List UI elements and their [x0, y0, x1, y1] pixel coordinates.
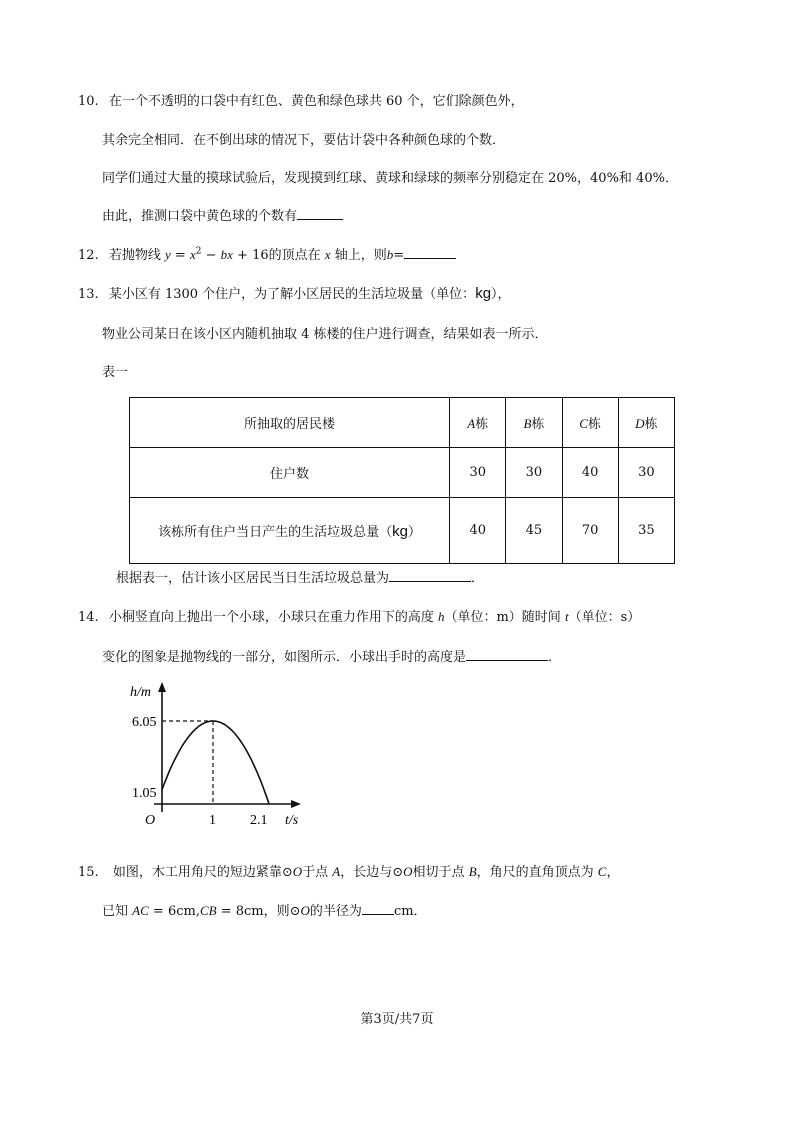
q15-text-1c: ，长边与⊙: [340, 865, 404, 880]
q14-h: h: [437, 609, 445, 624]
q15-text-2d: cm．: [393, 904, 427, 919]
header-cell-label: 所抽取的居民楼: [130, 398, 450, 448]
q13-answer-blank[interactable]: [389, 570, 471, 582]
q13-text-3: 根据表一，估计该小区居民当日生活垃圾总量为: [116, 571, 390, 586]
q14-line1: [78, 606, 640, 625]
q12-formula: $y = x^2$ − bx + 16: [164, 246, 269, 263]
q13-line3: [116, 567, 484, 586]
cell: 30: [450, 448, 506, 498]
q12-eq: =: [393, 248, 405, 263]
q10-line1: [78, 90, 524, 109]
cell: 40: [562, 448, 618, 498]
y-axis-arrow-icon: [158, 682, 166, 692]
q13-text-3-end: ．: [471, 571, 485, 586]
header-cell-c: C栋: [562, 398, 618, 448]
q15-circle-o: O: [403, 864, 413, 879]
table-row: [130, 498, 675, 564]
q15-point-a: A: [332, 864, 341, 879]
q15-answer-blank[interactable]: [362, 903, 394, 915]
q13-table-caption: 表一: [102, 365, 129, 380]
header-cell-a: A栋: [450, 398, 506, 448]
cell: 30: [506, 448, 562, 498]
table-row: [130, 448, 675, 498]
row-label-garbage: 该栋所有住户当日产生的生活垃圾总量（kg）: [130, 498, 450, 564]
q12-text-pre: 若抛物线: [108, 248, 161, 263]
q12-text-mid: 的顶点在: [268, 248, 321, 263]
q13-number: 13.: [78, 287, 99, 302]
q15-text-1e: ，角尺的直角顶点为: [476, 865, 594, 880]
y-tick-label: 1.05: [132, 786, 157, 801]
q15-given-formula: AC = 6cm,CB = 8cm: [132, 903, 264, 919]
q14-text-2-end: ．: [548, 650, 562, 665]
garbage-table: [129, 397, 675, 564]
q15-text-1f: ，: [606, 865, 620, 880]
q14-t: t: [564, 609, 569, 624]
q15-circle-o: O: [292, 864, 303, 879]
q10-text-2: 其余完全相同．在不倒出球的情况下，要估计袋中各种颜色球的个数．: [102, 133, 506, 148]
y-tick-label: 6.05: [132, 715, 157, 730]
q14-line2: [102, 646, 561, 665]
q15-text-2a: 已知: [102, 904, 129, 919]
cell: 40: [450, 498, 506, 564]
q10-answer-blank[interactable]: [297, 208, 343, 220]
origin-label: O: [145, 813, 156, 828]
x-axis-label: t/s: [285, 813, 299, 828]
q13-line1: [78, 283, 511, 302]
q14-text-2: 变化的图象是抛物线的一部分，如图所示．小球出手时的高度是: [102, 650, 467, 665]
header-cell-b: B栋: [506, 398, 562, 448]
q10-text-3: 同学们通过大量的摸球试验后，发现摸到红球、黄球和绿球的频率分别稳定在 20%，40%和 40%．: [102, 171, 678, 186]
q10-line4: [102, 205, 343, 224]
row-label-households: 住户数: [130, 448, 450, 498]
q13-unit: kg: [475, 285, 492, 302]
x-tick-label: 1: [209, 813, 216, 828]
q13-text-2: 物业公司某日在该小区内随机抽取 4 栋楼的住户进行调查，结果如表一所示．: [102, 327, 548, 342]
x-axis-arrow-icon: [291, 800, 301, 808]
q15-line2: [102, 900, 427, 919]
cell: 45: [506, 498, 562, 564]
q10-number: 10.: [78, 94, 99, 109]
q15-text-1b: 于点: [302, 865, 329, 880]
q14-text-1a: 小桐竖直向上抛出一个小球，小球只在重力作用下的高度: [108, 610, 434, 625]
cell: 30: [618, 448, 674, 498]
height-time-graph: [124, 680, 314, 830]
q12-number: 12.: [78, 248, 99, 263]
y-axis-label: h/m: [130, 685, 151, 700]
q13-text-1-end: ），: [491, 287, 511, 302]
q12-answer-blank[interactable]: [404, 247, 456, 259]
header-cell-d: D栋: [618, 398, 674, 448]
q15-text-2b: ，则⊙: [263, 904, 301, 919]
q10-text-1: 在一个不透明的口袋中有红色、黄色和绿色球共 60 个，它们除颜色外，: [108, 94, 524, 109]
q15-text-1a: 如图，木工用角尺的短边紧靠⊙: [112, 865, 293, 880]
q12-line: [78, 244, 456, 263]
q15-point-c: C: [597, 864, 607, 879]
cell: 35: [618, 498, 674, 564]
x-tick-label: 2.1: [250, 813, 268, 828]
q14-text-1b: （单位：m）随时间: [444, 610, 561, 625]
q15-number: 15.: [78, 865, 99, 880]
q13-text-1: 某小区有 1300 个住户，为了解小区居民的生活垃圾量（单位：: [108, 287, 476, 302]
q12-text-axis: 轴上，则: [334, 248, 387, 263]
q15-circle-o: O: [300, 903, 310, 918]
q15-line1: [78, 861, 619, 880]
page-number: 第3页/共7页: [360, 1012, 434, 1027]
table-header-row: [130, 398, 675, 448]
q14-answer-blank[interactable]: [466, 649, 548, 661]
q14-number: 14.: [78, 610, 99, 625]
q14-text-1c: （单位：s）: [568, 610, 641, 625]
q10-text-4: 由此，推测口袋中黄色球的个数有: [102, 209, 298, 224]
q15-text-1d: 相切于点: [412, 865, 465, 880]
q12-ask-var: b: [386, 247, 394, 262]
q15-point-b: B: [468, 864, 477, 879]
q15-text-2c: 的半径为: [309, 904, 362, 919]
parabola-curve: [162, 721, 269, 804]
q12-axis-var: x: [324, 247, 331, 262]
cell: 70: [562, 498, 618, 564]
